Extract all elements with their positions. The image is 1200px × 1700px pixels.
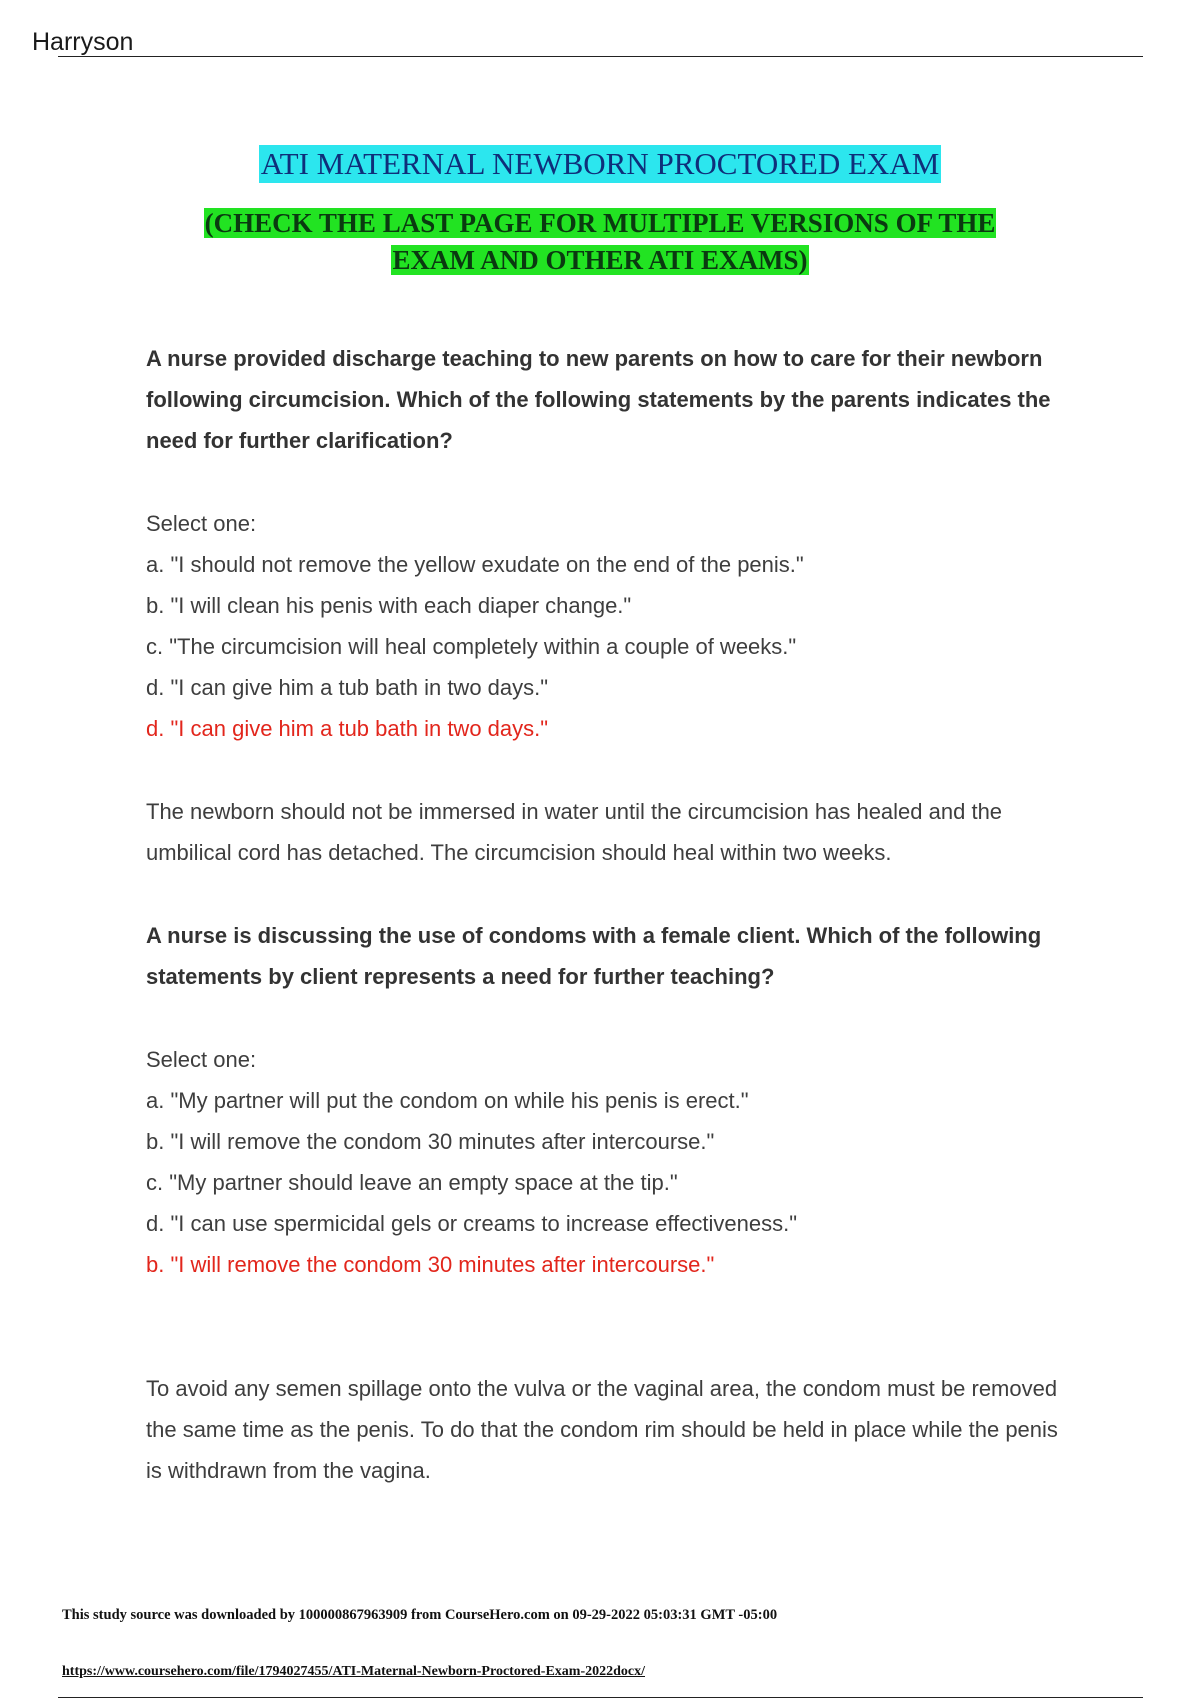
footer-rule	[58, 1697, 1143, 1698]
question-1-rationale: The newborn should not be immersed in water until the circumcision has healed and the umbilical cord has detached. The circumcision should heal within two weeks.	[146, 799, 1003, 865]
question-1-select-label: Select one:	[146, 511, 257, 536]
subtitle-line-2: EXAM AND OTHER ATI EXAMS)	[392, 245, 808, 275]
footer-url-link[interactable]: https://www.coursehero.com/file/1794027455/ATI-Maternal-Newborn-Proctored-Exam-2022docx/	[62, 1664, 645, 1679]
question-2-answer: b. "I will remove the condom 30 minutes after intercourse."	[146, 1252, 715, 1277]
question-2-prompt: A nurse is discussing the use of condoms with a female client. Which of the following statements by client represents a need for further teaching?	[146, 923, 1042, 989]
question-2-rationale: To avoid any semen spillage onto the vulva or the vaginal area, the condom must be removed the same time as the penis. To do that the condom rim should be held in place while the penis is withdrawn from the vagina.	[146, 1376, 1058, 1483]
subtitle-block	[120, 205, 1080, 279]
exam-content	[146, 338, 1076, 1491]
title-block	[0, 145, 1200, 183]
footer-source-line: This study source was downloaded by 100000867963909 from CourseHero.com on 09-29-2022 05:03:31 GMT -05:00	[62, 1607, 778, 1623]
question-2-option-a: a. "My partner will put the condom on while his penis is erect."	[146, 1088, 749, 1113]
question-1-option-a: a. "I should not remove the yellow exudate on the end of the penis."	[146, 552, 804, 577]
question-2-option-d: d. "I can use spermicidal gels or creams to increase effectiveness."	[146, 1211, 798, 1236]
question-2-select-label: Select one:	[146, 1047, 257, 1072]
question-1-answer: d. "I can give him a tub bath in two days."	[146, 716, 549, 741]
header-author: Harryson	[32, 28, 134, 56]
question-1-option-b: b. "I will clean his penis with each diaper change."	[146, 593, 632, 618]
question-1-option-c: c. "The circumcision will heal completely within a couple of weeks."	[146, 634, 797, 659]
question-2-option-b: b. "I will remove the condom 30 minutes after intercourse."	[146, 1129, 715, 1154]
question-1-prompt: A nurse provided discharge teaching to new parents on how to care for their newborn following circumcision. Which of the following statements by the parents indicates the need for further clarification?	[146, 346, 1051, 453]
question-2-option-c: c. "My partner should leave an empty space at the tip."	[146, 1170, 678, 1195]
header-rule	[58, 56, 1143, 57]
subtitle-line-1: (CHECK THE LAST PAGE FOR MULTIPLE VERSIONS OF THE	[204, 208, 996, 238]
question-1-option-d: d. "I can give him a tub bath in two days."	[146, 675, 549, 700]
page-title: ATI MATERNAL NEWBORN PROCTORED EXAM	[260, 146, 940, 181]
